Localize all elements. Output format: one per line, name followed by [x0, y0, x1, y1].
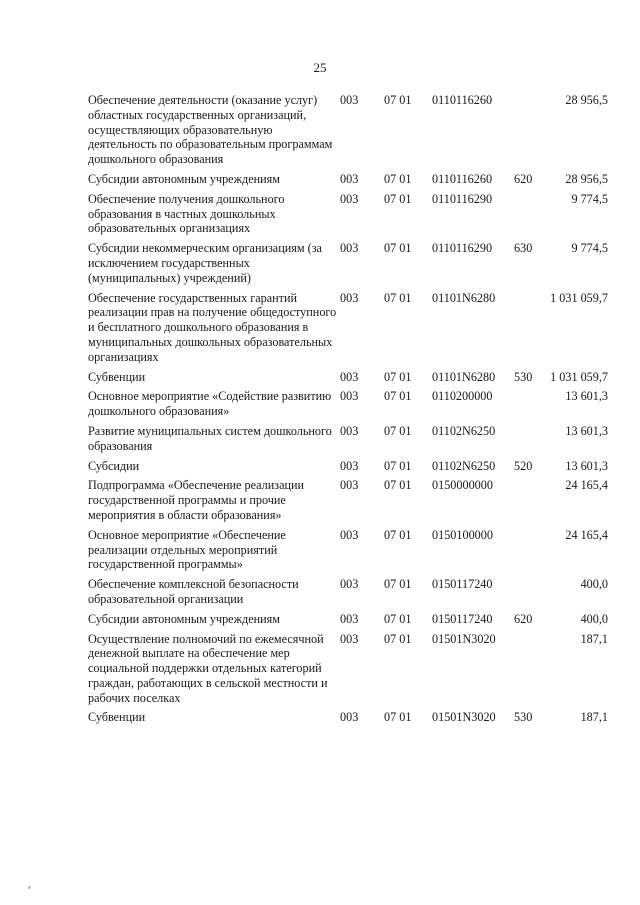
row-amount: 13 601,3 [565, 423, 608, 438]
row-target-article: 01101N6280 [432, 290, 496, 305]
row-name: Обеспечение государственных гарантий реализации прав на получение общедоступного и бесплатного дошкольного образования в муниципальных дошкольных образовательных организациях [88, 290, 337, 364]
row-expense-type [514, 528, 542, 577]
table-row [88, 577, 608, 612]
table-row [88, 528, 608, 577]
row-target-article: 01102N6250 [432, 458, 496, 473]
row-target-article: 0150000000 [432, 478, 493, 493]
row-expense-type: 630 [514, 241, 533, 256]
row-section-code: 07 01 [384, 389, 412, 404]
row-amount: 24 165,4 [565, 478, 608, 493]
row-section-code: 07 01 [384, 423, 412, 438]
row-expense-type [514, 192, 542, 241]
table-row [88, 172, 608, 192]
table-row [88, 710, 608, 730]
table-row [88, 370, 608, 390]
row-target-article: 0110116290 [432, 191, 493, 206]
row-ministry-code: 003 [340, 478, 359, 493]
row-ministry-code: 003 [340, 458, 359, 473]
row-amount: 24 165,4 [565, 527, 608, 542]
row-section-code: 07 01 [384, 577, 412, 592]
table-row [88, 632, 608, 711]
row-ministry-code: 003 [340, 527, 359, 542]
row-section-code: 07 01 [384, 191, 412, 206]
row-name: Субсидии автономным учреждениям [88, 171, 280, 186]
row-amount: 187,1 [580, 631, 608, 646]
row-target-article: 0150117240 [432, 577, 493, 592]
row-section-code: 07 01 [384, 631, 412, 646]
row-expense-type: 520 [514, 458, 533, 473]
row-target-article: 0150117240 [432, 611, 493, 626]
row-target-article: 0150100000 [432, 527, 493, 542]
row-name: Обеспечение деятельности (оказание услуг) областных государственных организаций, осуществляющих образовательную деятельность по образовательным программам дошкольного образования [88, 93, 333, 167]
row-amount: 1 031 059,7 [550, 290, 608, 305]
row-name: Обеспечение получения дошкольного образования в частных дошкольных образовательных организациях [88, 191, 285, 236]
table-row [88, 389, 608, 424]
row-section-code: 07 01 [384, 458, 412, 473]
budget-table-body [88, 93, 608, 730]
table-row [88, 424, 608, 459]
row-amount: 13 601,3 [565, 389, 608, 404]
row-name: Подпрограмма «Обеспечение реализации государственной программы и прочие мероприятия в области образования» [88, 478, 305, 522]
row-section-code: 07 01 [384, 369, 412, 384]
row-section-code: 07 01 [384, 290, 412, 305]
row-name: Осуществление полномочий по ежемесячной денежной выплате на обеспечение мер социальной поддержки отдельных категорий граждан, работающих в сельской местности и рабочих поселках [88, 631, 328, 705]
row-expense-type: 530 [514, 369, 533, 384]
row-expense-type [514, 389, 542, 424]
row-target-article: 0110116260 [432, 93, 493, 107]
row-name: Субвенции [88, 369, 146, 384]
table-row [88, 241, 608, 290]
row-expense-type [514, 577, 542, 612]
row-expense-type [514, 424, 542, 459]
row-name: Субсидии некоммерческим организациям (за исключением государственных (муниципальных) учреждений) [88, 241, 322, 285]
row-ministry-code: 003 [340, 631, 359, 646]
row-amount: 9 774,5 [571, 241, 608, 256]
row-ministry-code: 003 [340, 389, 359, 404]
table-row [88, 291, 608, 370]
row-name: Субсидии [88, 458, 140, 473]
budget-table [88, 93, 608, 730]
row-section-code: 07 01 [384, 710, 412, 725]
table-row [88, 478, 608, 527]
row-amount: 28 956,5 [565, 171, 608, 186]
row-target-article: 01102N6250 [432, 423, 496, 438]
row-name: Субвенции [88, 710, 146, 725]
table-row [88, 612, 608, 632]
row-expense-type: 620 [514, 171, 533, 186]
row-target-article: 01501N3020 [432, 710, 496, 725]
row-name: Основное мероприятие «Содействие развитию дошкольного образования» [88, 389, 332, 419]
row-target-article: 01101N6280 [432, 369, 496, 384]
table-row [88, 192, 608, 241]
row-expense-type: 620 [514, 611, 533, 626]
row-section-code: 07 01 [384, 527, 412, 542]
row-ministry-code: 003 [340, 577, 359, 592]
page-number: 25 [313, 60, 327, 75]
row-amount: 28 956,5 [565, 93, 608, 107]
row-section-code: 07 01 [384, 93, 412, 107]
row-section-code: 07 01 [384, 171, 412, 186]
row-target-article: 0110200000 [432, 389, 493, 404]
row-target-article: 0110116260 [432, 171, 493, 186]
row-ministry-code: 003 [340, 93, 359, 107]
table-row [88, 93, 608, 172]
row-target-article: 01501N3020 [432, 631, 496, 646]
table-row [88, 459, 608, 479]
row-section-code: 07 01 [384, 241, 412, 256]
row-expense-type [514, 291, 542, 370]
row-ministry-code: 003 [340, 710, 359, 725]
row-name: Развитие муниципальных систем дошкольного образования [88, 423, 332, 453]
row-ministry-code: 003 [340, 171, 359, 186]
row-amount: 400,0 [580, 577, 608, 592]
row-amount: 187,1 [580, 710, 608, 725]
row-ministry-code: 003 [340, 191, 359, 206]
row-expense-type: 530 [514, 710, 533, 725]
row-section-code: 07 01 [384, 611, 412, 626]
row-amount: 400,0 [580, 611, 608, 626]
row-ministry-code: 003 [340, 290, 359, 305]
row-amount: 9 774,5 [571, 191, 608, 206]
row-section-code: 07 01 [384, 478, 412, 493]
row-expense-type [514, 93, 542, 172]
row-expense-type [514, 478, 542, 527]
row-target-article: 0110116290 [432, 241, 493, 256]
row-name: Субсидии автономным учреждениям [88, 611, 280, 626]
row-name: Обеспечение комплексной безопасности образовательной организации [88, 577, 299, 606]
row-expense-type [514, 632, 542, 711]
row-ministry-code: 003 [340, 611, 359, 626]
row-amount: 1 031 059,7 [550, 369, 608, 384]
scan-artifact [28, 886, 31, 889]
row-amount: 13 601,3 [565, 458, 608, 473]
row-name: Основное мероприятие «Обеспечение реализации отдельных мероприятий государственной программы» [88, 527, 286, 572]
row-ministry-code: 003 [340, 369, 359, 384]
row-ministry-code: 003 [340, 423, 359, 438]
row-ministry-code: 003 [340, 241, 359, 256]
